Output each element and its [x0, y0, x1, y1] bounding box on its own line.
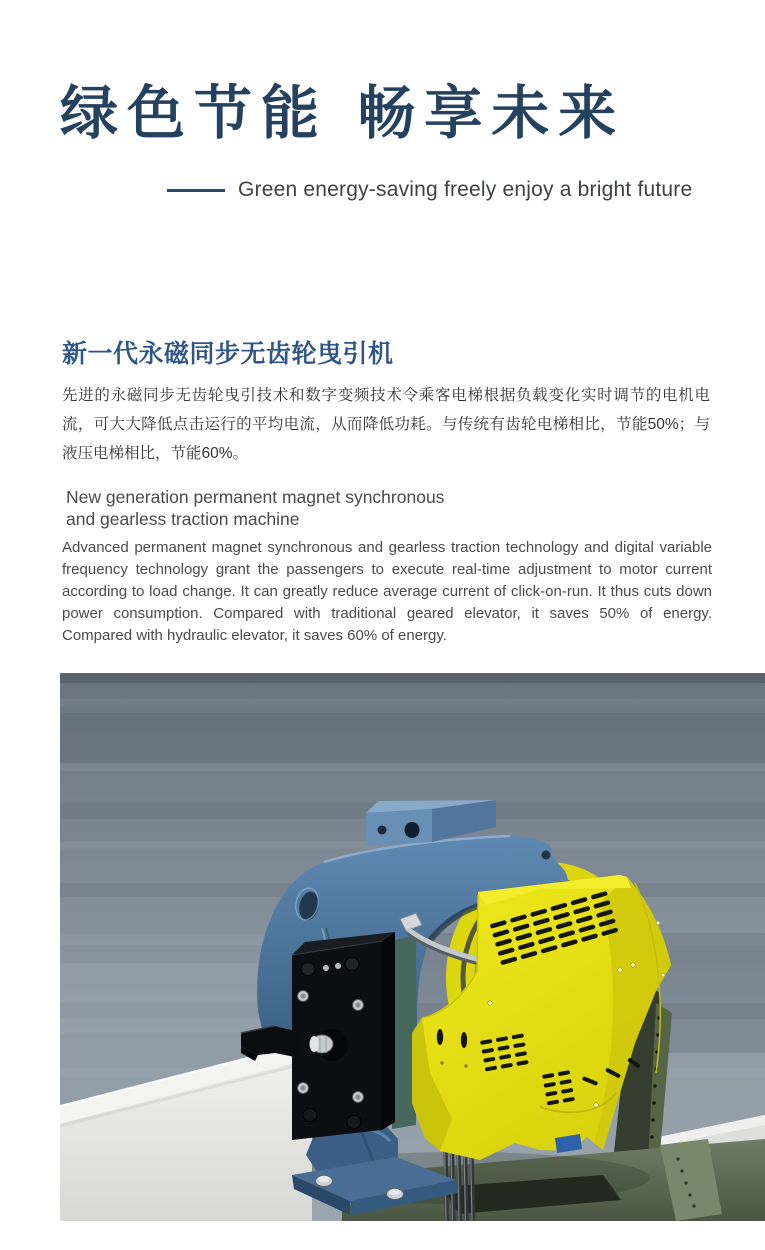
cover-oval-slot — [461, 1032, 467, 1048]
section-heading-en-line1: New generation permanent magnet synchronous — [66, 487, 445, 507]
hero-subtitle: Green energy-saving freely enjoy a bright future — [238, 178, 693, 201]
section-title-cn: 新一代永磁同步无齿轮曳引机 — [62, 340, 394, 368]
housing-ear-hole — [542, 851, 551, 860]
title-dash-rule — [167, 189, 225, 192]
traction-machine-figure — [60, 673, 765, 1221]
section-body-cn: 先进的永磁同步无齿轮曳引技术和数字变频技术令乘客电梯根据负载变化实时调节的电机电流，可大大降低点击运行的平均电流，从而降低功耗。与传统有齿轮电梯相比，节能50%；与液压电梯相比，节能60%。 — [62, 387, 710, 462]
traction-machine-photo — [60, 673, 765, 1221]
cover-oval-slot — [437, 1029, 443, 1045]
block-hole-large — [405, 822, 420, 838]
hero-subtitle-row — [167, 178, 692, 202]
section-heading-en — [66, 486, 444, 530]
section-heading-en-line2: and gearless traction machine — [66, 509, 300, 529]
block-hole-small — [378, 826, 387, 835]
section-body-en: Advanced permanent magnet synchronous and gearless traction technology and digital variable frequency technology grant the passengers to execute real-time adjustment to motor current according to load change. It can greatly reduce average current of click-on-run. It thus cuts down power consumption. Compared with traditional geared elevator, it saves 50% of energy. Compared with hydraulic elevator, it saves 60% of energy. — [62, 539, 712, 644]
page-title: 绿色节能 畅享未来 — [60, 79, 626, 147]
